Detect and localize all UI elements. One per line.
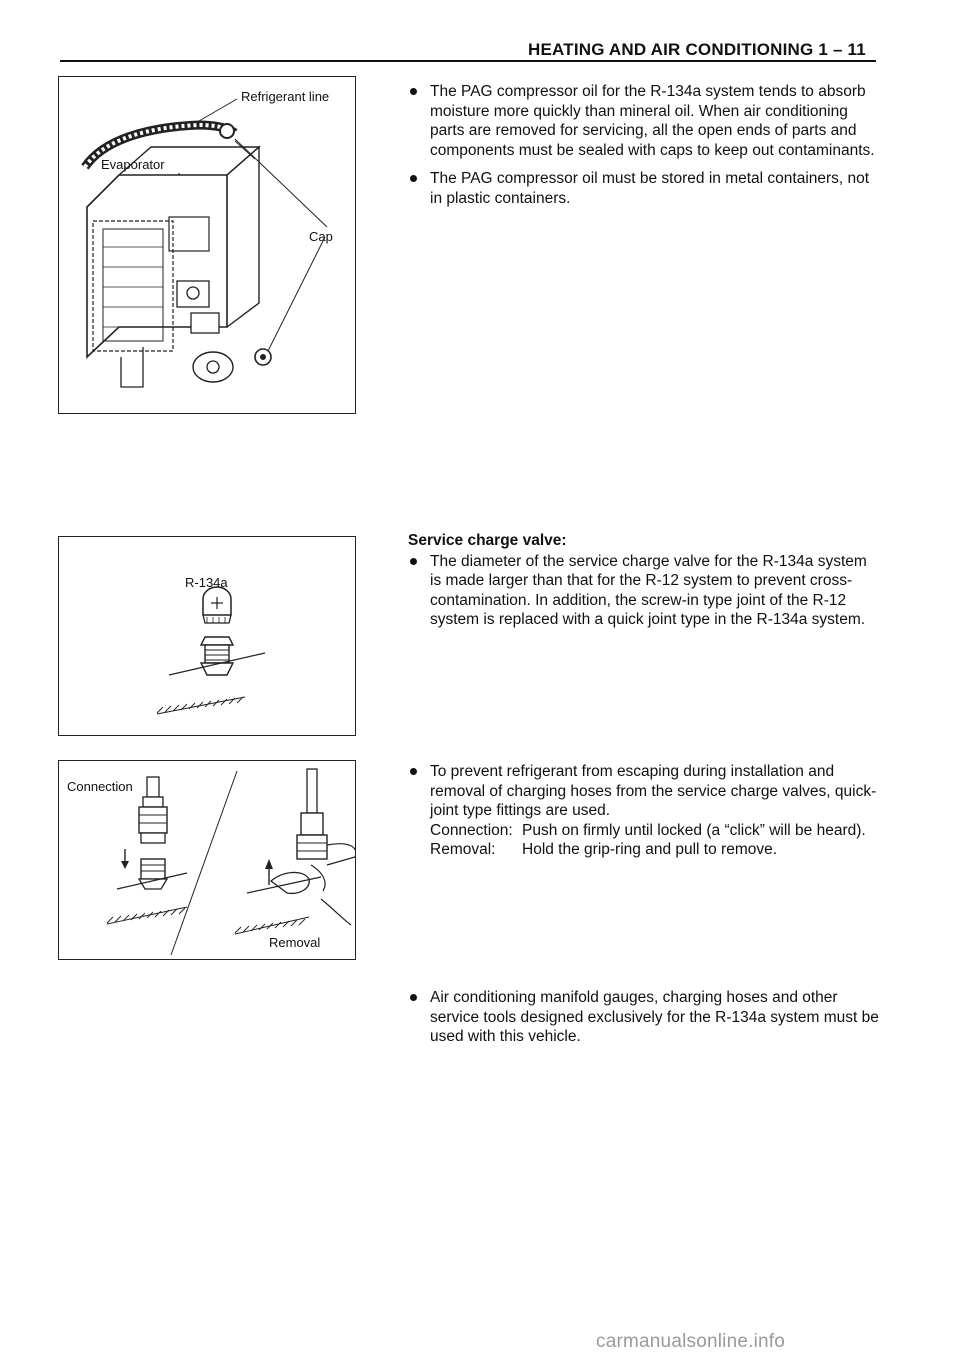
evaporator-illustration: [59, 77, 355, 413]
connection-def-row: [430, 821, 880, 841]
quick-joint-bullet: [408, 762, 880, 821]
evaporator-label: Evaporator: [101, 157, 165, 172]
refrigerant-line-label: Refrigerant line: [241, 89, 330, 104]
tools-bullet: [408, 988, 880, 1047]
pag-bullet-2: [408, 169, 880, 208]
connection-term: Connection:: [430, 821, 513, 839]
pag-bullet-1-text: The PAG compressor oil for the R-134a system tends to absorb moisture more quickly than mineral oil. When air conditioning parts are removed for servicing, all the open ends of parts and components must be sealed with caps to keep out contaminants.: [430, 83, 875, 159]
service-valve-section: [408, 531, 880, 639]
figure-evaporator: [58, 76, 356, 414]
charge-valve-illustration: [59, 537, 355, 735]
service-valve-heading: Service charge valve:: [408, 532, 567, 549]
bullet-dot: [410, 994, 417, 1001]
figure-connection-removal: [58, 760, 356, 960]
pag-oil-section: [408, 82, 880, 217]
service-valve-bullet-text: The diameter of the service charge valve for the R-134a system is made larger than that for the R-12 system to prevent cross-contamination. In addition, the screw-in type joint of the R-12 system is replaced with a quick joint type in the R-134a system.: [430, 552, 867, 628]
bullet-dot: [410, 175, 417, 182]
removal-term: Removal:: [430, 841, 496, 858]
pag-bullet-2-text: The PAG compressor oil must be stored in metal containers, not in plastic containers.: [430, 170, 870, 207]
page-header-title: HEATING AND AIR CONDITIONING 1 – 11: [528, 40, 866, 59]
removal-desc: Hold the grip-ring and pull to remove.: [522, 841, 778, 858]
service-valve-bullet: [408, 552, 880, 630]
bullet-dot: [410, 558, 417, 565]
removal-label: Removal: [269, 935, 321, 950]
connection-label: Connection: [67, 779, 133, 794]
tools-bullet-text: Air conditioning manifold gauges, charging hoses and other service tools designed exclusively for the R-134a system must be used with this vehicle.: [430, 989, 879, 1045]
quick-joint-definitions: [408, 821, 880, 860]
figure-charge-valve: [58, 536, 356, 736]
r134a-label: R-134a: [185, 575, 228, 590]
pag-bullet-1: [408, 82, 880, 160]
tools-section: [408, 988, 880, 1056]
connection-desc: Push on firmly until locked (a “click” will be heard).: [522, 821, 866, 839]
quick-joint-section: [408, 762, 880, 860]
cap-label: Cap: [309, 229, 333, 244]
watermark: carmanualsonline.info: [596, 1331, 786, 1352]
bullet-dot: [410, 768, 417, 775]
quick-joint-bullet-text: To prevent refrigerant from escaping during installation and removal of charging hoses from the service charge valves, quick-joint type fittings are used.: [430, 763, 877, 819]
header-rule: [60, 60, 876, 62]
bullet-dot: [410, 88, 417, 95]
removal-def-row: [430, 840, 880, 860]
